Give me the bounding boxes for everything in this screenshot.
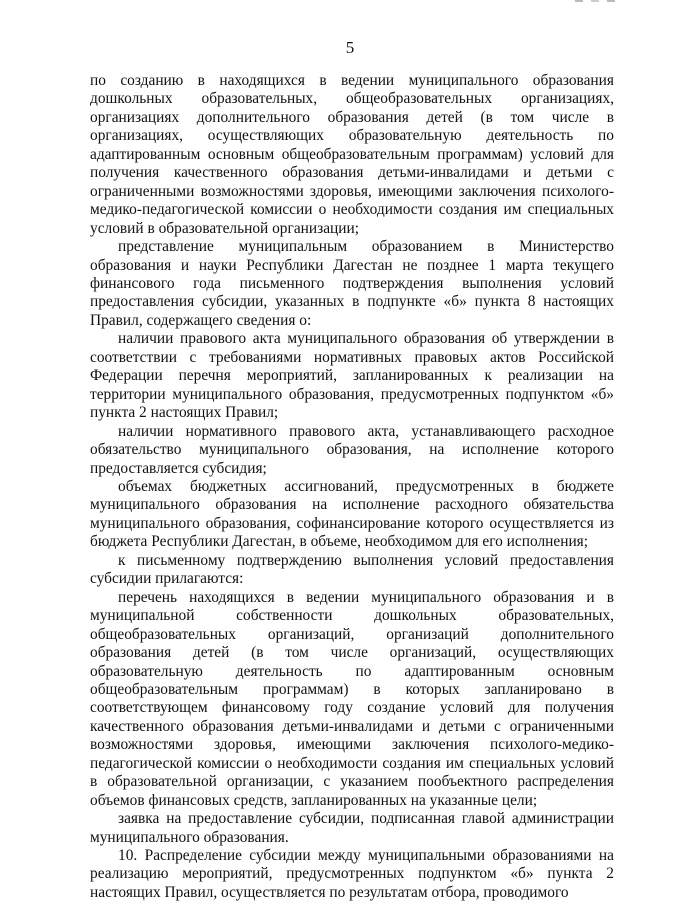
scan-edge-mark bbox=[575, 0, 615, 2]
paragraph-budget-allocations: объемах бюджетных ассигнований, предусмотренных в бюджете муниципального образования на исполнение расходного обязательства муниципального образования, софинансирование которого осуществляется из бюджета Республики Дагестан, в объеме, необходимом для его исполнения; bbox=[90, 477, 614, 551]
paragraph-application: заявка на предоставление субсидии, подписанная главой администрации муниципального образования. bbox=[90, 810, 614, 846]
page-number: 5 bbox=[345, 38, 355, 57]
document-body bbox=[90, 72, 614, 901]
paragraph-attachments: к письменному подтверждению выполнения условий предоставления субсидии прилагаются: bbox=[90, 551, 614, 588]
paragraph-normative-act: наличии нормативного правового акта, устанавливающего расходное обязательство муниципального образования, на исполнение которого предоставляется субсидия; bbox=[90, 422, 614, 477]
paragraph-continuation: по созданию в находящихся в ведении муниципального образования дошкольных образовательных, общеобразовательных организациях, организациях дополнительного образования детей (в том числе в организациях, осуществляющих образовательную деятельность по адаптированным основным общеобразовательным программам) условий для получения качественного образования детьми-инвалидами и детьми с ограниченными возможностями здоровья, имеющими заключения психолого-медико-педагогической комиссии о необходимости создания им специальных условий в образовательной организации; bbox=[90, 72, 614, 237]
paragraph-legal-act: наличии правового акта муниципального образования об утверждении в соответствии с требованиями нормативных правовых актов Российской Федерации перечня мероприятий, запланированных к реализации на территории муниципального образования, предусмотренных подпунктом «б» пункта 2 настоящих Правил; bbox=[90, 330, 614, 422]
paragraph-item-10: 10. Распределение субсидии между муниципальными образованиями на реализацию мероприятий, предусмотренных подпунктом «б» пункта 2 настоящих Правил, осуществляется по результатам отбора, проводимого bbox=[90, 847, 614, 901]
paragraph-submission: представление муниципальным образованием в Министерство образования и науки Республики Дагестан не позднее 1 марта текущего финансового года письменного подтверждения выполнения условий предоставления субсидии, указанных в подпункте «б» пункта 8 настоящих Правил, содержащего сведения о: bbox=[90, 238, 614, 329]
paragraph-organizations-list: перечень находящихся в ведении муниципального образования и в муниципальной собственности дошкольных образовательных, общеобразовательных организаций, организаций дополнительного образования детей (в том числе организаций, осуществляющих образовательную деятельность по адаптированным основным общеобразовательным программам) в которых запланировано в соответствующем финансовому году создание условий для получения качественного образования детьми-инвалидами и детьми с ограниченными возможностями здоровья, имеющими заключения психолого-медико-педагогической комиссии о необходимости создания им специальных условий в образовательной организации, с указанием пообъектного распределения объемов финансовых средств, запланированных на указанные цели; bbox=[90, 588, 614, 809]
